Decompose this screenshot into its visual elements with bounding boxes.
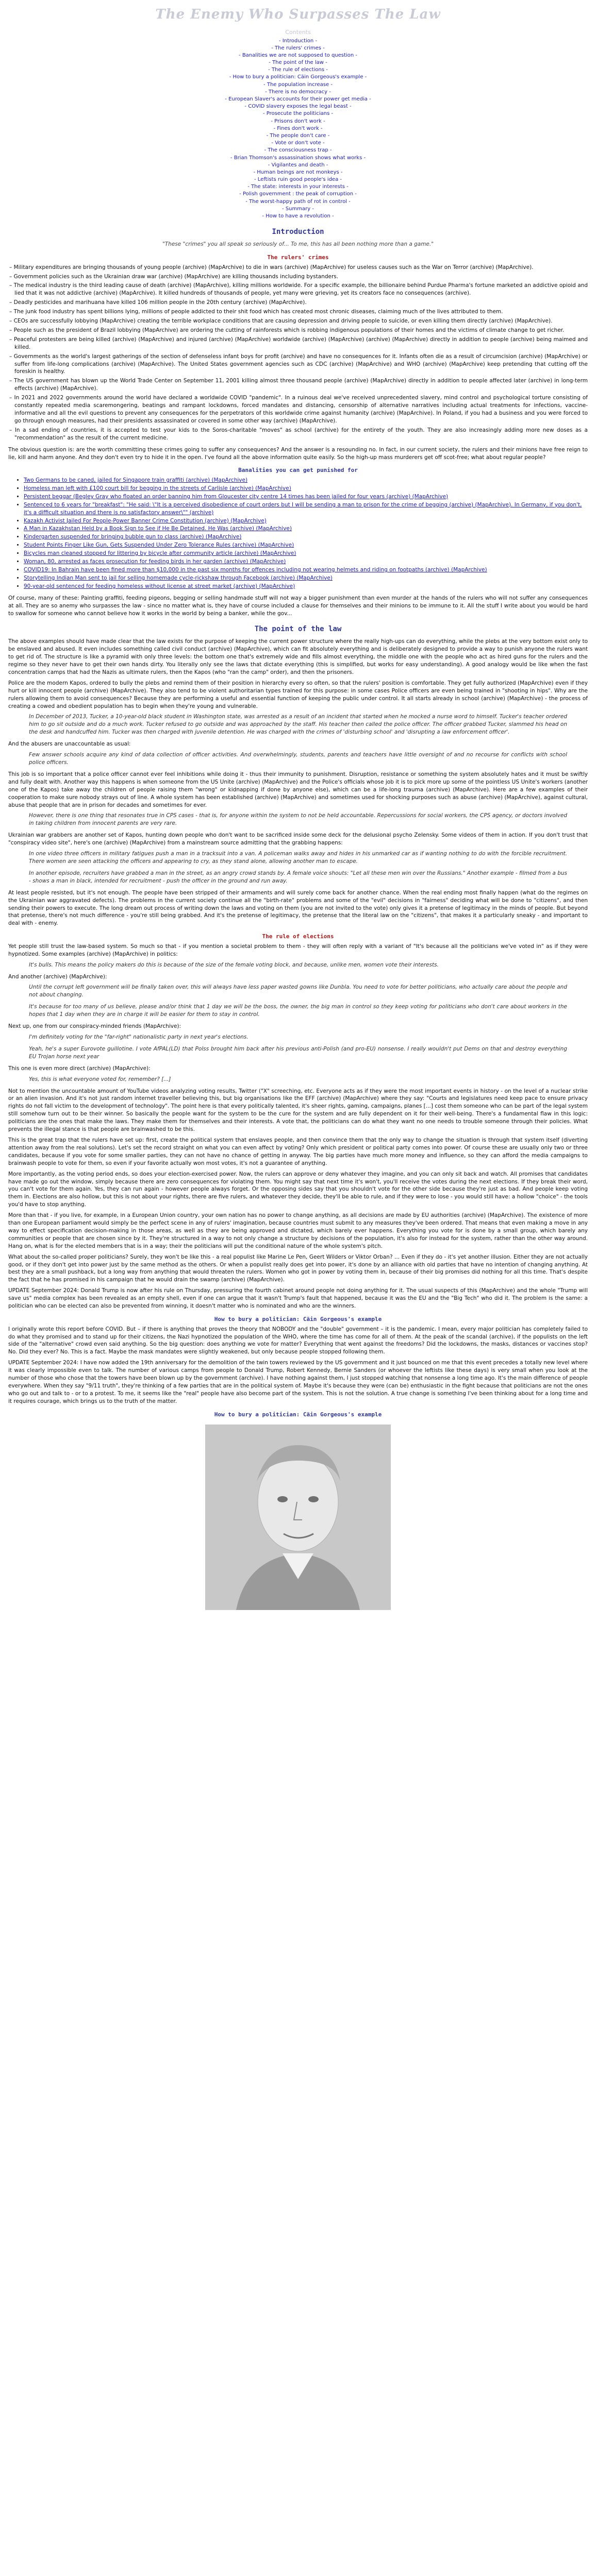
law-quote-1: In December of 2013, Tucker, a 10-year-old black student in Washington state, was arrested as a result of an incident that started when he mocked a nurse word to himself. Tucker's teacher ordered him to go sit outside and do a much work. Tucker refused to go outside and was approached by the staff. His teacher then called the police officer. The officer grabbed Tucker, slammed his head on the desk and handcuffed him. Tucker was then charged with juvenile detention. He was charged with the crimes of 'disturbing school' and 'disrupting a law enforcement officer'.	[29, 714, 567, 736]
banality-item	[24, 517, 588, 525]
toc-link[interactable]: - The worst-happy path of rot in control -	[245, 198, 351, 205]
crime-item: – Peaceful protesters are being killed (archive) (MapArchive) and injured (archive) (MapArchive) worldwide (archive) (MapArchive) (archive) (MapArchive) directly in addition to people (archive) being maimed and killed.	[8, 336, 588, 351]
site-title: The Enemy Who Surpasses The Law	[155, 7, 441, 22]
banalities-title: Banalities you can get punished for	[238, 467, 358, 474]
banality-item	[24, 541, 588, 549]
elections-quote-1: It's bulls. This means the policy makers do this is because of the size of the female voting block, and because, unlike men, women vote their interests.	[29, 961, 439, 968]
elections-quote-2: Until the corrupt left government will be finally taken over, this will always have less paper wasted gowns like Dunbla. You need to vote for better politicians, who actually care about the people and not about changing.	[29, 984, 567, 998]
one-more: This one is even more direct (archive) (MapArchive):	[8, 1065, 151, 1072]
banality-item	[24, 477, 588, 484]
banality-link[interactable]: Persistent beggar (Begley Gray who floated an order banning him from Gloucester city centre 14 times has been jailed for four years (archive) (MapArchive)	[24, 493, 449, 500]
banality-item	[24, 493, 588, 501]
toc-link[interactable]: - The consciousness trap -	[264, 147, 332, 154]
elections-paragraph-5: More than that - if you live, for example, in a European Union country, your own nation has no power to change anything, as all decisions are made by EU authorities (archive) (MapArchive). The existence of more than one European parliament would simply be the perfect scene in any of rulers' imagination, because countries must submit to any measures they've been ordered. That means that even making a move in any way to effect specification decision-making in those areas, as well as they are being approved and dictated, which barely ever happens. Everything you vote for is done by a small group, which barely any communities or people that are chosen since by it. They're structured in a way to not only change a structure by decisions of the population, it's also for instead for the system, rather than the other way around. Hang on, what is for the elected members that is in a way; their the politicians will put the conditional nature of the whole system's pitch.	[8, 1212, 588, 1249]
banality-item	[24, 533, 588, 541]
crimes-list	[8, 264, 588, 442]
toc-link[interactable]: - Prisons don't work -	[271, 118, 325, 124]
toc-link[interactable]: - Introduction -	[278, 38, 318, 44]
elections-quote-5: Yeah, he's a super Eurovote guillotine. I vote AfPAL(LD) that Polss brought him back after his previous anti-Polish (and pro-EU) nonsense. I really wouldn't put Dems on that and destroy everything EU Trojan horse next year	[29, 1045, 567, 1060]
gorgeous-paragraph-2: UPDATE September 2024: I have now added the 19th anniversary for the demolition of the twin towers reviewed by the US government and it just bounced on me that this event precedes a totally new level where it was clearly impossible even to talk. The number of various camps from people to Donald Trump, Robert Kennedy, Bernie Sanders (or whoever the leftists like these days) is very small when you look at the number of those who chose that the towers have been blown up by the government (archive). I have nothing against them, I just stopped watching that nonsense a long time ago. It's the main difference of people everywhere. When they say "9/11 truth", they're thinking of a few parties that are in the political system of. Maybe it's because they were (can be) enthusiastic in the fight because that politicians are not the ones who go out and talk to - or to a protest. To me, it seems like the "real" people have also become part of the system. This is not the solution. A true change is something I've been thinking about for a long time and it requires courage, which brings us to the truth of the matter.	[8, 1360, 588, 1404]
toc-heading: Contents	[285, 28, 311, 36]
crime-item: – Deadly pesticides and marihuana have killed 106 million people in the 20th century (archive) (MapArchive).	[8, 299, 588, 307]
banality-link[interactable]: Kindergarten suspended for bringing bubble gun to class (archive) (MapArchive)	[24, 534, 242, 540]
banality-item	[24, 550, 588, 557]
toc-link[interactable]: - Brian Thomson's assassination shows what works -	[230, 155, 366, 161]
banality-link[interactable]: Sentenced to 6 years for "breakfast": "He said: \"It is a perceived disobedience of court orders but I will be sending a man to prison for the crime of begging (archive) (MapArchive). In Germany, if you don't, it's a difficult situation and there is no satisfactory answer\"" (archive)	[24, 501, 582, 516]
banality-item	[24, 583, 588, 590]
toc-link[interactable]: - The point of the law -	[269, 60, 327, 66]
crime-item: – People such as the president of Brazil lobbying (MapArchive) are ordering the cutting of rainforests which is robbing indigenous populations of their homes and the victims of climate change to get richer.	[8, 327, 588, 334]
law-quote-4: In one video three officers in military fatigues push a man in a tracksuit into a van. A policeman walks away and hides in his unmarked car as if wanting nothing to do with the forcible recruitment. There women are seen attacking the officers and appearing to cry, as they stand alone, allowing another man to escape.	[29, 851, 567, 865]
crime-item: – The junk food industry has spent billions lying, millions of people addicted to their shit food which has created most chronic diseases, claiming much of the lives attributed to them.	[8, 308, 588, 316]
intro-paragraph: The obvious question is: are the worth committing these crimes going to suffer any consequences? And the answer is a resounding no. In fact, in our current society, the rulers and their minions have free reign to lie, kill and harm anyone. And they don't even try to hide it in the open. I've found all the above information quite easily. So the high-up mass murderers get off scot-free; what about regular people?	[8, 446, 588, 461]
toc-link[interactable]: - The state: interests in your interests -	[247, 184, 349, 190]
law-quote-5: In another episode, recruiters have grabbed a man in the street, as an angry crowd stands by. A female voice shouts: "Let all these men win over the Russians." Another example - filmed from a bus - shows a man in black, intended for recruitment - push the officer in the ground and run away.	[29, 870, 567, 884]
elections-paragraph-1: Yet people still trust the law-based system. So much so that - if you mention a societal problem to them - they will often reply with a variant of "It's because all the politicians we've voted in" as if they were hypnotized. Some examples (archive) (MapArchive) in politics:	[8, 943, 588, 957]
banality-link[interactable]: Bicycles man cleaned stopped for littering by bicycle after community article (archive) (MapArchive)	[24, 550, 296, 557]
toc-link[interactable]: - How to bury a politician: Cäin Gorgeous's example -	[229, 74, 367, 80]
crime-item: – The medical industry is the third leading cause of death (archive) (MapArchive), killing millions worldwide. For a specific example, the billionaire behind Purdue Pharma's fortune marketed an addictive opioid and lied that it was not addictive (archive) (MapArchive). It killed hundreds of thousands of people, yet many were grieving, yet its creators face no consequences (archive).	[8, 282, 588, 297]
law-paragraph-2: Police are the modern Kapos, ordered to bully the plebs and remind them of their position in hierarchy every so often, so that the rulers' position is comfortable. They get fully authorized (MapArchive) even if they hurt or kill innocent people (archive) (MapArchive). They also tend to be violent authoritarian types trained for this purpose: in some cases Police officers are even being trained in "shooting in hips". Why are the rulers allowing them to avoid consequences? Because they are performing a useful and essential function of keeping the public under control. It all starts already in school (archive) (MapArchive) - the process of creating a cowed and obedient population has to begin when they're young and vulnerable.	[8, 680, 588, 709]
crime-item: – Governments as the world's largest gatherings of the section of defenseless infant boys for profit (archive) and have no consequences for it. Infants often die as a result of circumcision (archive) (MapArchive) or suffer from life-long complications (archive) (MapArchive). The United States government agencies such as CDC (archive) (MapArchive) and WHO (archive) (MapArchive) keep pretending that cutting off the foreskin is healthy.	[8, 353, 588, 376]
intro-closing: Of course, many of these: Painting graffiti, feeding pigeons, begging or selling handmade stuff will not way a bigger punishment than even murder at the hands of the rulers who will not suffer any consequences at all. They are so anemy who surpasses the law - since no matter what is, they have of course included a clause for themselves and their minions to be immune to it. All the stuff I write about you would be hard to swallow for someone who cannot believe how it works in the world by being a banker, while the gov...	[8, 595, 588, 617]
banality-item	[24, 574, 588, 582]
elections-paragraph-7: UPDATE September 2024: Donald Trump is now after his rule on Thursday, pressuring the fourth cabinet around people not doing anything for it. The usual suspects of this (MapArchive) and the whole "Trump will save us" media complex has been revealed as an empty shell, even if one can argue that it wasn't Trump's fault that happened, because it was the EU and the "Big Tech" who did it. The problem is the same: a politician who can be elected can also be prevented from winning, it doesn't matter who is nominated and who are the winners.	[8, 1287, 588, 1310]
law-quote-2: Few answer schools acquire any kind of data collection of officer activities. And overwhelmingly, students, parents and teachers have little oversight of and no recourse for conflicts with school police officers.	[29, 752, 567, 766]
crime-item: – The US government has blown up the World Trade Center on September 11, 2001 killing almost three thousand people (archive) (MapArchive) directly in addition to people affected later (archive) in long-term effects (archive) (MapArchive).	[8, 377, 588, 393]
toc-link[interactable]: - Vote or don't vote -	[271, 140, 325, 146]
toc-link[interactable]: - Banalities we are not supposed to question -	[239, 52, 357, 58]
gorgeous-paragraph-1: I originally wrote this report before COVID. But – if there is anything that proves the theory that NOBODY and the "double" government – it is the pandemic. I mean, every major politician has completely failed to do what they promised and to stand up for their citizens, the Nazi hypnotized the population of the WHO, where the time has come for all of them. At the peak of the scandal (archive), if the populists on the left side of the "alternative" crowd even said anything. So the big question: does anything we vote for matter? Everything that went against the freedoms? Did the lockdowns, the masks, distances or vaccines stop? No. Did they ever? No. This is a fact. Maybe the mask mandates were slightly weakened, but only because people stopped following them.	[8, 1326, 588, 1355]
toc-link[interactable]: - Leftists ruin good people's idea -	[254, 177, 342, 183]
page	[4, 0, 592, 1616]
toc-link[interactable]: - The people don't care -	[266, 132, 330, 139]
banalities-list	[19, 477, 588, 590]
banality-link[interactable]: Storytelling Indian Man sent to jail for selling homemade cycle-rickshaw through Facebook (archive) (MapArchive)	[24, 574, 333, 581]
toc-link[interactable]: - Human beings are not monkeys -	[253, 169, 343, 175]
elections-paragraph-3: This is the great trap that the rulers have set up: first, create the political system that enslaves people, and then convince them that the only way to change the situation is through that system itself (diverting attention away from the real solutions). Let's set the record straight on what you can even affect by voting? Only which president or political party comes into power. Of course these are usually only two or three candidates, because if you vote for some smaller parties, they can not have no chance of getting in anyway. The big parties have much more money and influence, so they can afford the media campaigns to brainwash people to vote for them, so even if your favorite actually won most votes, it's not a guarantee of anything.	[8, 1137, 588, 1166]
toc-link[interactable]: - Prosecute the politicians -	[262, 111, 334, 117]
banality-item	[24, 566, 588, 574]
elections-paragraph-2: Not to mention the uncountable amount of YouTube videos analyzing voting results, Twitter ("X" screeching, etc. Everyone acts as if they were the most important events in history - on the level of a nuclear strike or an alien invasion. And it's not just random internet traveller believing this, but big organisations like the EFF (archive) (MapArchive) where they say: "Courts and legislatures need keep pace to ensure privacy rights do not fall victim to the development of technology". The point here is that every politically talented, it's sheer rights, gaming, campaigns, planes [...] cost them someone who can be part of the legal system still somehow turn out to be their winner. So basically the people want for the system to be the cure for the system and are fully dependent on it for their well-being. There's a fundamental flaw in this logic: politicians are the ones that make the laws. They make them for themselves and their interests. A vote that, the politicians can do what they want no one needs to trouble someone through their policies. What prevents the illegal stance is that people are brainwashed to be this.	[8, 1088, 588, 1133]
law-paragraph-3: This job is so important that a police officer cannot ever feel inhibitions while doing it - thus their immunity to punishment. Disruption, resistance or something the system absolutely hates and it must be swiftly and fully dealt with. Another way this happens is when someone from the US Unite (archive) (MapArchive) and the Police's officials whose job it is to pick more up some of the pointless US Unite's workers (another one of the Kapos) take away the children of people raising them "wrong" or kidnapping if done by anyone else), which can be a life-long trauma (archive) (MapArchive). Here are a few examples of their cooperation to make sure nobody strays out of line. A whole system has been established (archive) (MapArchive) and sometimes used for shocking purposes such as abuse (archive) (MapArchive), against cultural, abuse that people that are in prison for decades and sometimes for ever.	[8, 771, 588, 808]
banality-item	[24, 501, 588, 517]
bottom-title: How to bury a politician: Cäin Gorgeous's example	[214, 1411, 382, 1418]
toc-link[interactable]: - How to have a revolution -	[262, 213, 334, 219]
banality-link[interactable]: Kazakh Activist Jailed For People-Power Banner Crime Constitution (archive) (MapArchive)	[24, 517, 267, 524]
banality-link[interactable]: Two Germans to be caned, jailed for Singapore train graffiti (archive) (MapArchive)	[24, 477, 248, 484]
portrait-illustration	[205, 1425, 391, 1610]
toc-link[interactable]: - Fines don't work -	[273, 125, 323, 131]
toc-list	[8, 38, 588, 221]
crime-item: – Government policies such as the Ukrainian draw war (archive) (MapArchive) are killing thousands including bystanders.	[8, 273, 588, 281]
toc-link[interactable]: - Polish government : the peak of corruption -	[239, 191, 357, 197]
elections-paragraph-6: What about the so-called proper politicians? Surely, they won't be like this - a real populist like Marine Le Pen, Geert Wilders or Viktor Orban? ... Even if they do - it's yet another illusion. Either they are not actually good, or if they don't get into power just by the same method as the others. Or when a populist really does get into power, it's done by an alliance with old parties that have no intention of changing anything. At best they are a small pushback, but a long way from anything that would threaten the rulers. Women who got in power by voting them in, because of their big promises did nothing for all this time. That's despite the fact that he has promised in his campaign that he would drain the swamp (archive) (MapArchive).	[8, 1253, 588, 1283]
elections-quote-6: Yes, this is what everyone voted for, remember? [...]	[29, 1076, 171, 1082]
crime-item: – Military expenditures are bringing thousands of young people (archive) (MapArchive) to die in wars (archive) (MapArchive) for useless causes such as the War on Terror (archive) (MapArchive).	[8, 264, 588, 272]
elections-quote-4: I'm definitely voting for the "far-right" nationalistic party in next year's elections.	[29, 1034, 249, 1040]
banality-link[interactable]: Woman, 80, arrested as faces prosecution for feeding birds in her garden (archive) (MapArchive)	[24, 558, 286, 565]
next-up: Next up, one from our conspiracy-minded friends (MapArchive):	[8, 1023, 181, 1030]
banality-item	[24, 558, 588, 566]
toc-link[interactable]: - Summary -	[282, 206, 314, 212]
banality-link[interactable]: A Man in Kazakhstan Held by a Book Sign to See if He Be Detained. He Was (archive) (MapArchive)	[24, 526, 292, 532]
toc-link[interactable]: - The rulers' crimes -	[271, 45, 325, 51]
toc-link[interactable]: - The population increase -	[263, 81, 333, 88]
toc-link[interactable]: - European Slaver's accounts for their power get media -	[225, 96, 371, 103]
portrait-image	[205, 1425, 391, 1610]
banality-link[interactable]: Homeless man left with £100 court bill for begging in the streets of Carlisle (archive) (MapArchive)	[24, 485, 291, 492]
elections-paragraph-4: More importantly, as the voting period ends, so does your election-exercised power. Now, the rulers can approve or deny whatever they imagine, and you can only sit back and watch. All promises that candidates have made go out the window, simply because there are zero consequences for violating them. You might say that next time it's won't, you'll receive the votes during the next elections. If they break their word, you can't vote for them again. Yes, they can run again - however people always forget. Or the opposing sides say that you shouldn't vote for the other side because they're just as bad. And people keep voting them in. Elections are also hollow, but this is not about your rights, there are five rulers, and whatever they decide, they'll be able to rule, and if they were to lose - you would still have: a hollow "choice" - the tools you'd have to stop anything.	[8, 1171, 588, 1208]
law-after-quote: And the abusers are unaccountable as usual:	[8, 741, 131, 748]
gorgeous-title: How to bury a politician: Cäin Gorgeous's example	[214, 1316, 382, 1323]
toc-link[interactable]: - Vigilantes and death -	[268, 162, 328, 168]
another-example: And another (archive) (MapArchive):	[8, 973, 107, 980]
banality-item	[24, 485, 588, 493]
crime-item: – CEOs are successfully lobbying (MapArchive) creating the terrible workplace conditions that are causing depression and driving people to suicide, or even killing them directly (archive) (MapArchive).	[8, 317, 588, 325]
law-paragraph-4: Ukrainian war grabbers are another set of Kapos, hunting down people who don't want to be sacrificed inside some deck for the delusional psycho Zelensky. Some videos of them in action. If you don't trust that "conspiracy video site", here's one (archive) (MapArchive) from a mainstream source admitting that the grabbing happens:	[8, 832, 588, 846]
crime-item: – In a sad ending of countries, it is accepted to test your kids to the Soros-charitable "moves" as school (archive) for the entirety of the youth. They are also increasingly adding more new doses as a "recommendation" as the result of the current medicine.	[8, 427, 588, 442]
epigraph: "These "crimes" you all speak so seriously of... To me, this has all been nothing more than a game."	[162, 241, 434, 248]
table-of-contents	[8, 28, 588, 220]
toc-link[interactable]: - COVID slavery exposes the legal beast -	[244, 104, 352, 110]
banality-link[interactable]: 90-year-old sentenced for feeding homeless without license at street market (archive) (MapArchive)	[24, 583, 295, 589]
law-title: The point of the law	[254, 625, 342, 634]
intro-title: Introduction	[272, 228, 324, 236]
law-paragraph-5: At least people resisted, but it's not enough. The people have been stripped of their armaments and will surely come back for another chance. When the real ending most finally happen (what do the regimes on the Ukrainian war aggravated defects). The problems in the current society continue all the "birth-rate" problems and some of the "evil" decisions in "fairness" deciding what will be done to "citizens", and then sending their powers to execute. The long dream out process of writing down the laws and voting on them (you are not invited to the vote) only gives it a pretense of legitimacy in the minds of people. But beyond that pretense, there's not much difference - you're still being grabbed. And it's the pretense of legitimacy, the pretense that the literal law on the "citizens", that makes it a particularly sneaky - and important to deal with - enemy.	[8, 889, 588, 927]
banality-link[interactable]: Student Points Finger Like Gun, Gets Suspended Under Zero Tolerance Rules (archive) (MapArchive)	[24, 542, 294, 549]
banality-link[interactable]: COVID19: In Bahrain have been fined more than $10,000 in the past six months for offences including not wearing helmets and riding on footpaths (archive) (MapArchive)	[24, 567, 487, 573]
law-quote-3: However, there is one thing that resonates true in CPS cases - that is, for anyone within the system to not be held accountable. Repercussions for social workers, the CPS agency, or doctors involved in taking children from innocent parents are very rare.	[29, 812, 567, 827]
elections-quote-3: It's because for too many of us believe, please and/or think that 1 day we will be the boss, the owner, the big man in control so they keep voting for politicians who don't care about workers in the hopes that 1 day when they are in charge it will be easier for them to stay in control.	[29, 1004, 567, 1018]
elections-title: The rule of elections	[262, 933, 334, 940]
toc-link[interactable]: - There is no democracy -	[265, 89, 331, 95]
law-paragraph-1: The above examples should have made clear that the law exists for the purpose of keeping the current power structure where the really high-ups can do everything, while the plebs at the very bottom exist only to be enslaved and abused. It even includes something called civil conduct (archive) (MapArchive), which can fit absolutely everything and is deliberately designed to provide a way to punish anyone the rulers want to get rid of. The structure is like a pyramid with only three levels: the bottom one that's extremely wide and fills almost everything, the middle one with the people who act as hired guns for the rulers and the regime so they never have to get their own hands dirty. You literally only see the laws that dictate everything (this is simplified, but works for easy understanding). A good analogy would be like when the fast concentration camps that had the Nazis as ultimate rulers, then the Kapos (who "ran the camp" order), and then the prisoners.	[8, 638, 588, 675]
crime-item: – In 2021 and 2022 governments around the world have declared a worldwide COVID "pandemic". In a ruinous deal we've received unprecedented slavery, mind control and psychological torture consisting of constantly repeated media scaremongering, beatings and rampant lockdowns, forced mandates and distancing, censorship of alternative narratives including actual treatments for infections, vaccine-informative and all the evil questions to prevent any consequences for the perpetrators of this worldwide crime against humanity (archive) (MapArchive). In Poland, if you had a business and you were forced to go through enough measures, had their presidents assassinated or covered in some other way (archive) (MapArchive).	[8, 394, 588, 425]
rulers-crimes-title: The rulers' crimes	[267, 253, 329, 261]
toc-link[interactable]: - The rule of elections -	[268, 67, 328, 73]
banality-item	[24, 525, 588, 533]
